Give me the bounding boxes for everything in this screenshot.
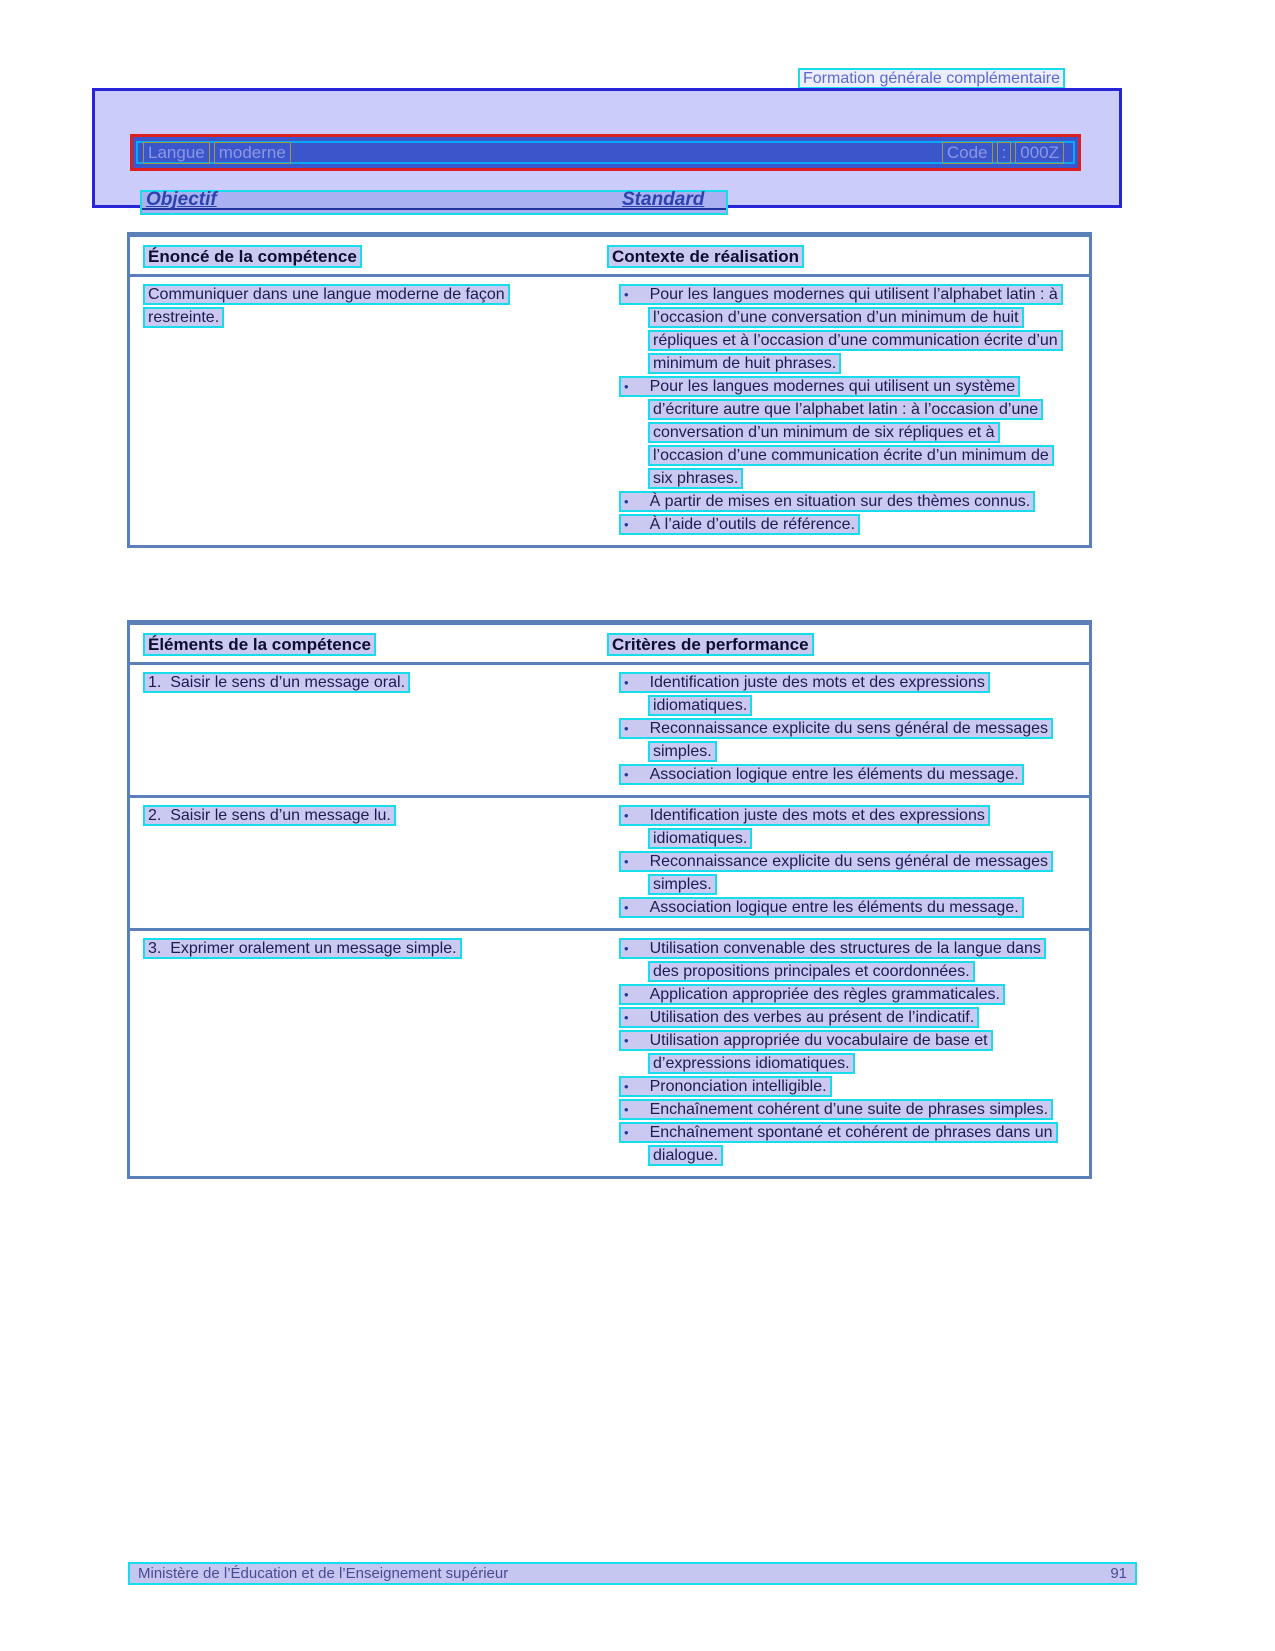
course-title — [143, 142, 295, 164]
table-row — [130, 277, 1089, 545]
element-text: 1. Saisir le sens d’un message oral. — [143, 672, 410, 693]
page-number: 91 — [1110, 1565, 1127, 1582]
list-item — [607, 1075, 1067, 1098]
list-item-text: Enchaînement cohérent d’une suite de phrases simples. — [649, 1101, 1049, 1118]
list-item — [607, 850, 1067, 896]
course-code-value: 000Z — [1015, 142, 1064, 164]
list-item-text: Association logique entre les éléments du message. — [649, 899, 1019, 916]
list-item-text: Utilisation convenable des structures de la langue dans des propositions principales et coordonnées. — [649, 940, 1041, 980]
bullet-icon: • — [624, 1033, 629, 1048]
bullet-icon: • — [624, 900, 629, 915]
competence-statement: Communiquer dans une langue moderne de façon restreinte. — [143, 284, 510, 328]
list-item — [607, 375, 1067, 490]
element-cell — [130, 671, 607, 786]
bullet-icon: • — [624, 987, 629, 1002]
section-heading-bar — [140, 190, 728, 215]
col-header-contexte-text: Contexte de réalisation — [607, 245, 804, 268]
objectif-heading: Objectif — [146, 189, 217, 210]
list-item-text: Prononciation intelligible. — [649, 1078, 827, 1095]
bullet-icon: • — [624, 517, 629, 532]
table-row — [130, 795, 1089, 928]
bullet-icon: • — [624, 808, 629, 823]
competence-statement-cell — [130, 283, 607, 536]
col-header-enonce-text: Énoncé de la compétence — [143, 245, 362, 268]
list-item — [607, 671, 1067, 717]
competence-table-header — [130, 237, 1089, 277]
course-title-word: Langue — [143, 142, 210, 164]
criteres-cell — [607, 671, 1089, 786]
col-header-elements-text: Éléments de la compétence — [143, 633, 376, 656]
list-item-text: Identification juste des mots et des expressions idiomatiques. — [649, 674, 985, 714]
bullet-icon: • — [624, 854, 629, 869]
table-row — [130, 665, 1089, 795]
bullet-icon: • — [624, 767, 629, 782]
bullet-icon: • — [624, 675, 629, 690]
element-cell — [130, 937, 607, 1167]
list-item-text: Utilisation appropriée du vocabulaire de base et d’expressions idiomatiques. — [649, 1032, 988, 1072]
page-footer — [128, 1562, 1137, 1585]
running-header-text: Formation générale complémentaire — [798, 68, 1065, 89]
col-header-criteres-text: Critères de performance — [607, 633, 814, 656]
list-item — [607, 717, 1067, 763]
contexte-cell — [607, 283, 1089, 536]
bullet-icon: • — [624, 1010, 629, 1025]
list-item — [607, 937, 1067, 983]
criteres-cell — [607, 937, 1089, 1167]
footer-ministry-text: Ministère de l’Éducation et de l’Enseignement supérieur — [138, 1565, 509, 1582]
list-item — [607, 896, 1067, 919]
list-item-text: À l’aide d’outils de référence. — [649, 516, 856, 533]
col-header-enonce — [130, 245, 607, 268]
list-item-text: Utilisation des verbes au présent de l’indicatif. — [649, 1009, 975, 1026]
course-code — [942, 142, 1068, 164]
list-item — [607, 1029, 1067, 1075]
list-item — [607, 804, 1067, 850]
elements-table-header — [130, 625, 1089, 665]
table-row — [130, 928, 1089, 1176]
list-item-text: Reconnaissance explicite du sens général de messages simples. — [649, 853, 1049, 893]
course-code-separator: : — [997, 142, 1012, 164]
list-item-text: Association logique entre les éléments du message. — [649, 766, 1019, 783]
course-banner — [130, 134, 1081, 171]
bullet-icon: • — [624, 1079, 629, 1094]
col-header-criteres — [607, 633, 1089, 656]
course-banner-line — [136, 141, 1075, 164]
bullet-icon: • — [624, 1125, 629, 1140]
col-header-elements — [130, 633, 607, 656]
list-item — [607, 1121, 1067, 1167]
course-code-word: Code — [942, 142, 993, 164]
list-item — [607, 513, 1067, 536]
bullet-icon: • — [624, 941, 629, 956]
element-cell — [130, 804, 607, 919]
criteres-cell — [607, 804, 1089, 919]
list-item-text: Identification juste des mots et des expressions idiomatiques. — [649, 807, 985, 847]
list-item — [607, 283, 1067, 375]
bullet-icon: • — [624, 494, 629, 509]
bullet-icon: • — [624, 287, 629, 302]
bullet-icon: • — [624, 721, 629, 736]
list-item — [607, 763, 1067, 786]
list-item-text: À partir de mises en situation sur des thèmes connus. — [649, 493, 1031, 510]
list-item-text: Pour les langues modernes qui utilisent un système d’écriture autre que l’alphabet latin : à l’occasion d’une conversation d’un minimum de six répliques et à l’occasion d’une communication écrite d’un minimum de six phrases. — [649, 378, 1049, 487]
list-item-text: Pour les langues modernes qui utilisent l’alphabet latin : à l’occasion d’une conversation d’un minimum de huit répliques et à l’occasion d’une communication écrite d’un minimum de huit phrases. — [649, 286, 1058, 372]
list-item-text: Enchaînement spontané et cohérent de phrases dans un dialogue. — [649, 1124, 1053, 1164]
col-header-contexte — [607, 245, 1089, 268]
list-item — [607, 983, 1067, 1006]
element-text: 2. Saisir le sens d’un message lu. — [143, 805, 396, 826]
list-item-text: Reconnaissance explicite du sens général de messages simples. — [649, 720, 1049, 760]
list-item-text: Application appropriée des règles grammaticales. — [649, 986, 1000, 1003]
bullet-icon: • — [624, 1102, 629, 1117]
running-header — [798, 70, 1065, 88]
course-title-word: moderne — [214, 142, 291, 164]
competence-table — [127, 232, 1092, 548]
element-text: 3. Exprimer oralement un message simple. — [143, 938, 462, 959]
list-item — [607, 1006, 1067, 1029]
list-item — [607, 490, 1067, 513]
bullet-icon: • — [624, 379, 629, 394]
elements-table — [127, 620, 1092, 1179]
list-item — [607, 1098, 1067, 1121]
standard-heading: Standard — [622, 189, 705, 210]
